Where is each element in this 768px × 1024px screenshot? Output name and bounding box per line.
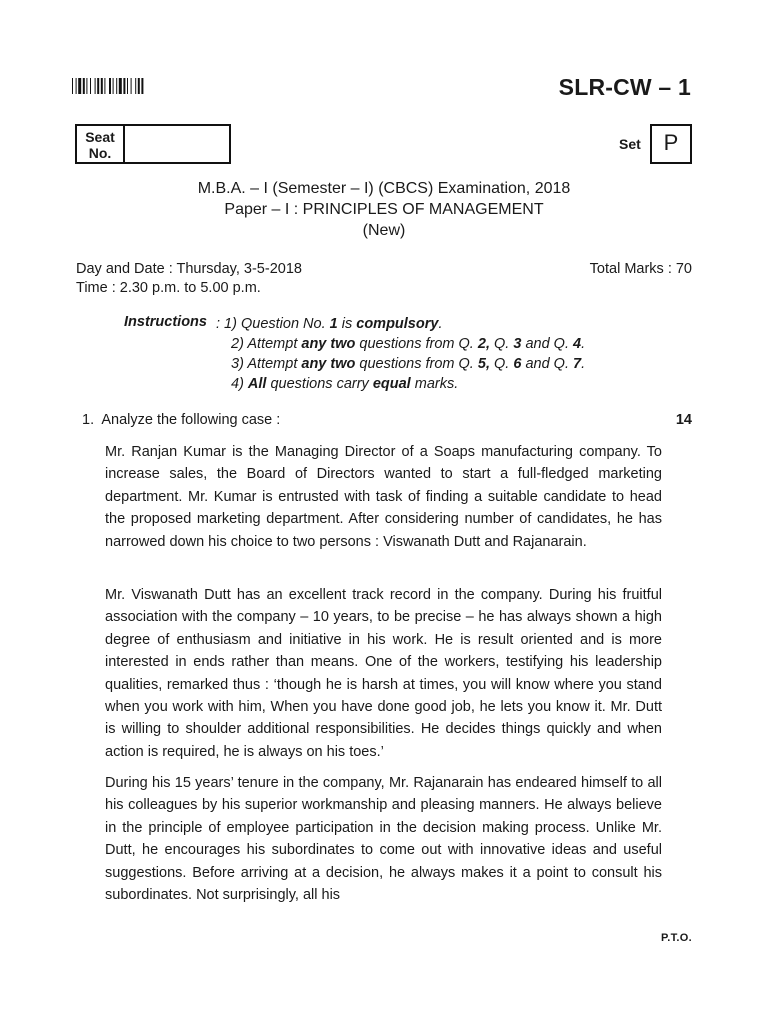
exam-title: M.B.A. – I (Semester – I) (CBCS) Examination, 2018 <box>197 180 571 197</box>
exam-time: Time : 2.30 p.m. to 5.00 p.m. <box>76 280 261 296</box>
total-marks: Total Marks : 70 <box>589 261 692 277</box>
seat-label-line2: No. <box>88 145 112 161</box>
paper-code: SLR-CW – 1 <box>558 74 691 100</box>
case-paragraph-1: Mr. Ranjan Kumar is the Managing Director of a Soaps manufacturing company. To increase sales, the Board of Directors wanted to start a full-fledged marketing department. Mr. Kumar is entrusted with task of finding a suitable candidate to head the proposed marketing department. After considering number of candidates, he has narrowed down his choice to two persons : Viswanath Dutt and Rajanarain. <box>105 444 662 550</box>
question-1-marks: 14 <box>675 412 692 428</box>
case-paragraph-2: Mr. Viswanath Dutt has an excellent track record in the company. During his fruitful association with the company – 10 years, to be precise – he has always shown a high degree of enthusiasm and initiative in his work. He is result oriented and is more interested in ends rather than means. One of the workers, testifying his leadership qualities, remarked thus : ‘though he is harsh at times, you will know where you stand when you work with him, When you have done good job, he lets you know it. Mr. Dutt is willing to shoulder additional responsibilities. He decides things quickly and when action is required, he is always on his toes.’ <box>105 587 662 760</box>
seat-number-label <box>77 126 125 162</box>
set-label: Set <box>619 136 641 152</box>
instruction-2: 2) Attempt any two questions from Q. 2, Q. 3 and Q. 4. <box>231 336 586 352</box>
barcode <box>72 78 188 94</box>
seat-label-line1: Seat <box>85 129 115 145</box>
set-value-box: P <box>650 124 692 164</box>
instruction-4: 4) All questions carry equal marks. <box>231 376 459 392</box>
case-paragraph-3: During his 15 years’ tenure in the company, Mr. Rajanarain has endeared himself to all his colleagues by his superior workmanship and pleasing manners. He always believe in the principle of employee participation in the decision making process. Unlike Mr. Dutt, he encourages his subordinates to come out with innovative ideas and useful suggestions. Before arriving at a decision, he always makes it a point to consult his subordinates. Not surprisingly, all his <box>105 775 662 904</box>
please-turn-over: P.T.O. <box>661 932 692 944</box>
seat-number-box <box>75 124 231 164</box>
instruction-3: 3) Attempt any two questions from Q. 5, Q. 6 and Q. 7. <box>231 356 586 372</box>
seat-number-field[interactable] <box>125 126 229 162</box>
instructions-label: Instructions <box>124 314 207 330</box>
day-date: Day and Date : Thursday, 3-5-2018 <box>76 261 302 277</box>
paper-subtitle: (New) <box>362 222 406 239</box>
paper-title: Paper – I : PRINCIPLES OF MANAGEMENT <box>224 201 544 218</box>
instruction-1: : 1) Question No. 1 is compulsory. <box>216 316 443 332</box>
question-1-prompt: 1. Analyze the following case : <box>82 412 281 428</box>
